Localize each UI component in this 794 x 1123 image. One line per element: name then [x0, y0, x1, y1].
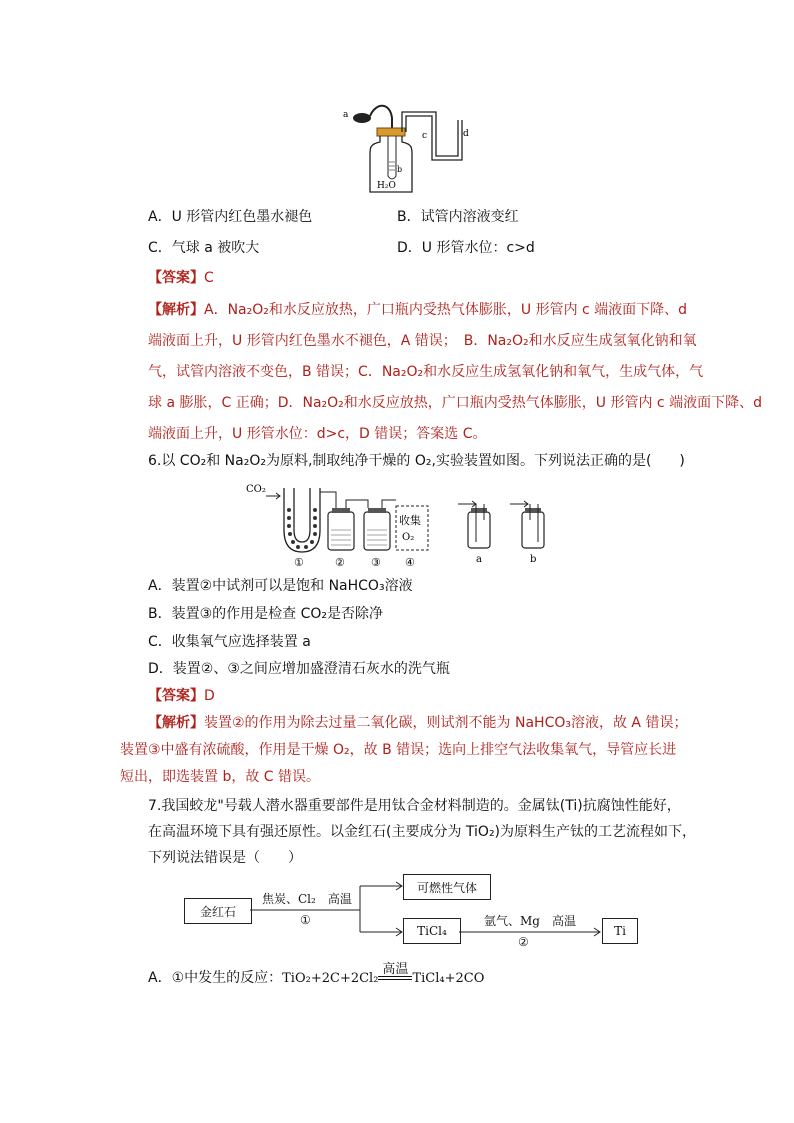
- condition-text: 高温: [382, 962, 409, 977]
- q6-analysis-line-3: 短出，即选装置 b，故 C 错误。: [120, 769, 321, 785]
- flow-box-start: [184, 898, 252, 924]
- q5-apparatus-diagram: [340, 96, 480, 196]
- q6-stem: 6.以 CO₂和 Na₂O₂为原料,制取纯净干燥的 O₂,实验装置如图。下列说法正确的是( ): [148, 453, 685, 469]
- analysis-tag: 【解析】: [148, 715, 204, 731]
- q6-option-d: D．装置②、③之间应增加盛澄清石灰水的洗气瓶: [148, 661, 450, 677]
- box-ti-label: Ti: [614, 924, 626, 938]
- box-ticl4-label: TiCl₄: [417, 924, 447, 938]
- box-gas-label: 可燃性气体: [416, 880, 477, 895]
- q5-analysis-line-3: 气，试管内溶液不变色，B 错误；C．Na₂O₂和水反应生成氢氧化钠和氧气，生成气体，气: [148, 364, 704, 380]
- q6-answer: [148, 686, 215, 706]
- wash-bottle-2: [328, 512, 354, 550]
- bottle-b: [522, 512, 544, 548]
- collect-label-1: 收集: [399, 514, 421, 527]
- q6-apparatus-diagram: [240, 478, 560, 570]
- label-a: a: [343, 110, 349, 120]
- balloon: [353, 113, 371, 123]
- collect-label-2: O₂: [402, 532, 415, 543]
- label-c: c: [422, 131, 428, 141]
- label-a: a: [476, 554, 482, 565]
- label-d: d: [463, 129, 469, 139]
- inner-tube: [388, 136, 396, 179]
- equation-rhs: TiCl₄+2CO: [412, 971, 485, 986]
- q5-analysis-line-1: [148, 300, 687, 320]
- q5-option-a: A．U 形管内红色墨水褪色: [148, 209, 313, 225]
- stopper: [377, 128, 405, 136]
- tube-curve: [370, 106, 392, 128]
- label-b: b: [530, 554, 537, 565]
- q6-option-b: B．装置③的作用是检查 CO₂是否除净: [148, 606, 384, 622]
- step2-condition: 氩气、Mg 高温: [484, 914, 576, 928]
- wash-bottle-3: [364, 512, 390, 550]
- label-co2: CO₂: [246, 484, 266, 495]
- q5-option-d: D．U 形管水位：c>d: [397, 240, 535, 256]
- option-a-prefix: A．①中发生的反应：: [148, 970, 283, 986]
- q6-analysis-line-2: 装置③中盛有浓硫酸，作用是干燥 O₂，故 B 错误；选向上排空气法收集氧气，导管应长进: [120, 742, 677, 758]
- q5-option-c: C．气球 a 被吹大: [148, 240, 260, 256]
- label-n2: ②: [335, 556, 345, 569]
- q5-analysis-line-4: 球 a 膨胀，C 正确；D．Na₂O₂和水反应放热，广口瓶内受热气体膨胀，U 形管内 c 端液面下降、d: [148, 395, 762, 411]
- q5-analysis-line-5: 端液面上升，U 形管水位：d>c，D 错误；答案选 C。: [148, 426, 487, 442]
- q6-option-c: C．收集氧气应选择装置 a: [148, 634, 311, 650]
- q7-stem-line-3: 下列说法错误是（ ）: [148, 850, 302, 866]
- q5-answer: [148, 268, 214, 288]
- analysis-tag: 【解析】: [148, 302, 204, 318]
- label-b: b: [397, 165, 403, 174]
- q6-analysis-line-1: [148, 713, 687, 733]
- analysis-text: 装置②的作用为除去过量二氧化碳，则试剂不能为 NaHCO₃溶液，故 A 错误；: [204, 715, 688, 731]
- bottle-a: [468, 512, 490, 548]
- answer-tag: 【答案】: [148, 270, 204, 286]
- analysis-text: A．Na₂O₂和水反应放热，广口瓶内受热气体膨胀，U 形管内 c 端液面下降、d: [204, 302, 688, 318]
- step1-condition: 焦炭、Cl₂ 高温: [262, 892, 352, 906]
- q7-stem-line-1: 7.我国蛟龙"号载人潜水器重要部件是用钛合金材料制造的。金属钛(Ti)抗腐蚀性能好，: [148, 798, 681, 814]
- collect-box: [396, 506, 428, 550]
- box-start-label: 金红石: [199, 904, 236, 919]
- answer-value: C: [204, 270, 214, 286]
- step2-number: ②: [518, 935, 529, 949]
- label-h2o: H₂O: [377, 181, 396, 191]
- label-n1: ①: [294, 556, 304, 569]
- label-n4: ④: [405, 556, 415, 569]
- q5-option-b: B．试管内溶液变红: [397, 209, 519, 225]
- answer-value: D: [204, 688, 215, 704]
- answer-tag: 【答案】: [148, 688, 204, 704]
- q5-analysis-line-2: 端液面上升，U 形管内红色墨水不褪色，A 错误； B．Na₂O₂和水反应生成氢氧化钠和氧: [148, 333, 697, 349]
- q7-option-a: [148, 962, 485, 989]
- equation-condition: [378, 962, 412, 989]
- q7-stem-line-2: 在高温环境下具有强还原性。以金红石(主要成分为 TiO₂)为原料生产钛的工艺流程如下，: [148, 824, 697, 840]
- flow-arrows: [250, 870, 610, 950]
- step1-number: ①: [300, 913, 311, 927]
- outlet-pipe: [402, 112, 458, 156]
- q6-option-a: A．装置②中试剂可以是饱和 NaHCO₃溶液: [148, 578, 413, 594]
- label-n3: ③: [371, 556, 381, 569]
- equation-lhs: TiO₂+2C+2Cl₂: [282, 971, 379, 986]
